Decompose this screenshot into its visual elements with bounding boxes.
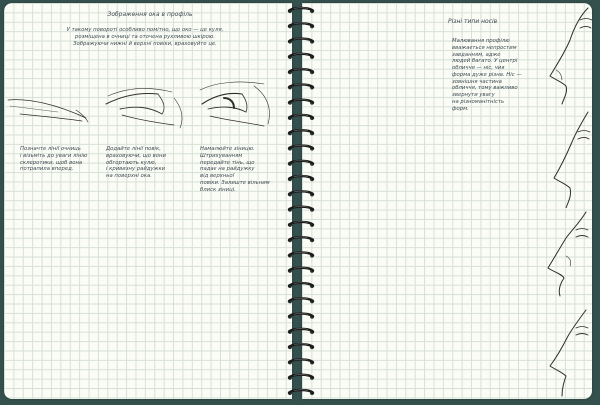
nose-profile-1 [540,0,592,105]
spiral-ring [288,206,314,211]
spiral-ring [288,115,314,120]
spiral-ring [288,344,314,349]
right-page-title: Різні типи носів [448,18,498,25]
spiral-ring [288,99,314,104]
spiral-ring [288,359,314,364]
spiral-ring [288,267,314,272]
nose-profile-4 [540,308,592,398]
eye-sketch-1 [6,84,98,134]
spiral-ring [288,161,314,166]
eye-sketch-3 [196,76,288,134]
spiral-ring [288,329,314,334]
spiral-ring [288,145,314,150]
left-page-intro: У такому поворотi особливо помiтно, що око — це куля, розмiщена в очницi та оточена рухливою шкiрою. Зображуючи нижнi й верхнi повiки, враховуйте це. [66,27,224,47]
eye-sketch-2 [100,78,192,133]
spiral-ring [288,191,314,196]
spiral-ring [288,54,314,59]
spiral-ring [288,23,314,28]
spiral-ring [288,390,314,395]
spiral-ring [288,283,314,288]
spiral-binding [280,0,320,405]
nose-profile-2 [542,108,592,208]
spiral-ring [288,8,314,13]
spiral-ring [288,176,314,181]
spiral-ring [288,84,314,89]
step-3-text: Намалюйте зiницю. Штрихуванням передайте тiнь, що падає на райдужку вiд верхньої повiки. Залиште вiльним блиск зiницi. [200,146,270,193]
spiral-ring [288,69,314,74]
spiral-ring [288,374,314,379]
spiral-ring [288,38,314,43]
nose-profile-3 [540,210,592,305]
right-page-body: Малювання профiлю вважається непростим завданням, адже людей багато. У центрi обличчя — нiс, чия форма дуже рiзна. Ніс — зовнiшня частина обличчя, тому важливо звернути увагу на рiзноманiтнiсть форм. [452,38,522,112]
step-1-text: Позначте лiнiї очниць і вiзьмiть до уваги лiнiю склеротики, щоб вона потрапила вперед. [20,146,88,173]
spiral-ring [288,222,314,227]
left-page-title: Зображення ока в профіль [107,11,193,18]
spiral-ring [288,130,314,135]
spiral-ring [288,298,314,303]
spiral-ring [288,237,314,242]
spiral-ring [288,313,314,318]
left-page [4,3,292,399]
step-2-text: Додайте лiнiї повiк, враховуючи, що вони обгортають кулю, і кривизну райдужки на поверхнi ока. [106,146,166,180]
spiral-ring [288,252,314,257]
